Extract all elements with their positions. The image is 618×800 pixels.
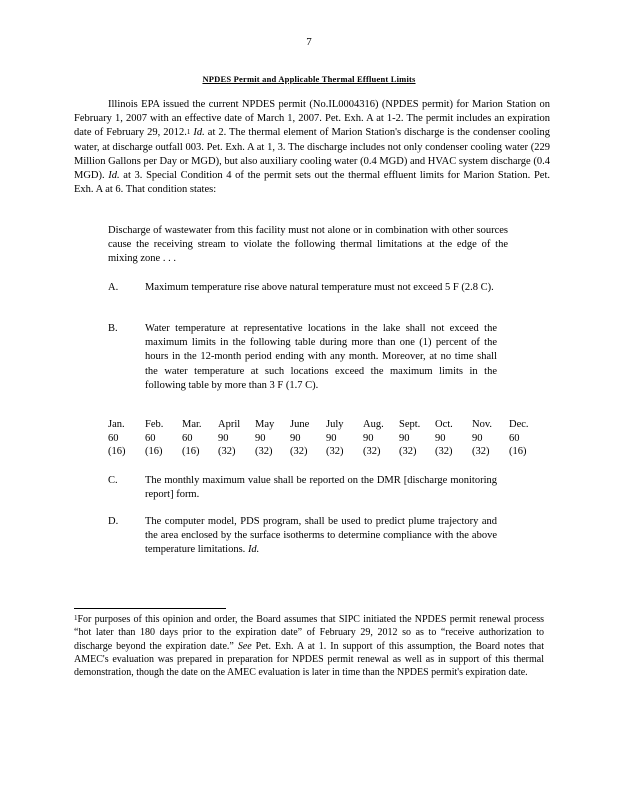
block-quote-intro: Discharge of wastewater from this facility must not alone or in combination with other sources cause the receiving stream to violate the following thermal limitations at the edge of the mixing zone . . . <box>108 225 508 265</box>
id-citation: Id. <box>193 127 205 139</box>
table-column <box>108 418 146 459</box>
month-cell: Sept. <box>399 419 421 430</box>
temp-c-cell: (16) <box>145 446 163 457</box>
month-cell: May <box>255 419 275 430</box>
paragraph-sentence-2: at 2. The thermal element of Marion Station's discharge is the condenser cooling water, at discharge outfall 003. Pet. Exh. A at 1, 3. The discharge includes not only condenser cooling water (229 Million Gallons per Day or MGD), but also auxiliary cooling water (0.4 MGD) and HVAC system discharge (0.4 MGD). <box>74 127 551 182</box>
temp-f-cell: 90 <box>363 432 374 444</box>
table-column <box>255 418 293 459</box>
item-label: D. <box>108 516 119 527</box>
temp-f-cell: 60 <box>108 432 119 444</box>
month-cell: Dec. <box>509 419 529 430</box>
id-citation-3: Id. <box>247 544 260 556</box>
see-signal: See <box>237 640 252 652</box>
footnote <box>74 613 544 679</box>
month-cell: Jan. <box>108 419 125 430</box>
table-column <box>290 418 328 459</box>
temp-c-cell: (16) <box>182 446 200 457</box>
item-d-body: The computer model, PDS program, shall be used to predict plume trajectory and the area enclosed by the surface isotherms to determine compliance with the above temperature limitations. <box>145 516 497 556</box>
temp-f-cell: 60 <box>509 432 520 444</box>
temp-c-cell: (16) <box>108 446 126 457</box>
table-column <box>435 418 473 459</box>
table-column <box>399 418 437 459</box>
temp-c-cell: (32) <box>472 446 490 457</box>
item-text: Water temperature at representative locations in the lake shall not exceed the maximum limits in the following table during more than one (1) percent of the hours in the 12-month period ending with any month. Moreover, at no time shall the water temperature at such locations exceed the maximum limits in the following table by more than 3 F (1.7 C). <box>145 323 497 391</box>
table-column <box>363 418 401 459</box>
temp-f-cell: 90 <box>218 432 229 444</box>
temp-f-cell: 60 <box>145 432 156 444</box>
temp-c-cell: (32) <box>218 446 236 457</box>
temp-f-cell: 90 <box>399 432 410 444</box>
table-column <box>472 418 510 459</box>
table-column <box>182 418 220 459</box>
item-label: C. <box>108 475 118 486</box>
temp-f-cell: 90 <box>435 432 446 444</box>
month-cell: Oct. <box>435 419 453 430</box>
paragraph-sentence-3: at 3. Special Condition 4 of the permit sets out the thermal effluent limits for Marion Station. Pet. Exh. A at 6. That condition states: <box>74 170 550 196</box>
footnote-text-2: Pet. Exh. A at 1. In support of this assumption, the Board notes that AMEC's evaluation was prepared in preparation for NPDES permit renewal as well as in support of this thermal demonstration, though the date on the AMEC evaluation is later in time than the NPDES permit's expiration date. <box>74 640 544 679</box>
month-cell: Aug. <box>363 419 384 430</box>
month-cell: June <box>290 419 310 430</box>
month-cell: July <box>326 419 344 430</box>
month-cell: Mar. <box>182 419 202 430</box>
table-column <box>326 418 364 459</box>
temp-f-cell: 90 <box>326 432 337 444</box>
temp-f-cell: 90 <box>290 432 301 444</box>
temp-c-cell: (32) <box>290 446 308 457</box>
footnote-text-1: For purposes of this opinion and order, the Board assumes that SIPC initiated the NPDES permit renewal process “hot later than 180 days prior to the expiration date” of February 29, 2012 so as to “receive authorization to discharge beyond the expiration date.” <box>74 614 544 652</box>
paragraph-sentence-1: Illinois EPA issued the current NPDES permit (No.IL0004316) (NPDES permit) for Marion Station on February 1, 2007 with an effective date of March 1, 2007. Pet. Exh. A at 1-2. The permit includes an expiration date of February 29, 2012. <box>74 99 550 139</box>
temp-c-cell: (32) <box>326 446 344 457</box>
id-citation-2: Id. <box>108 170 120 182</box>
temp-c-cell: (16) <box>509 446 527 457</box>
item-label: B. <box>108 323 118 334</box>
temp-f-cell: 60 <box>182 432 193 444</box>
table-column <box>145 418 183 459</box>
temp-f-cell: 90 <box>255 432 266 444</box>
temp-c-cell: (32) <box>363 446 381 457</box>
month-cell: Feb. <box>145 419 164 430</box>
footnote-reference[interactable]: 1 <box>186 128 191 137</box>
section-heading: NPDES Permit and Applicable Thermal Effluent Limits <box>202 74 416 84</box>
table-column <box>218 418 256 459</box>
item-text: Maximum temperature rise above natural temperature must not exceed 5 F (2.8 C). <box>145 282 494 293</box>
item-text: The monthly maximum value shall be reported on the DMR [discharge monitoring report] form. <box>145 475 497 501</box>
page-number: 7 <box>306 36 312 48</box>
opening-paragraph <box>74 98 550 197</box>
temp-c-cell: (32) <box>435 446 453 457</box>
footnote-marker: 1 <box>74 614 78 622</box>
item-text <box>145 515 497 558</box>
month-cell: April <box>218 419 241 430</box>
temp-c-cell: (32) <box>399 446 417 457</box>
temp-c-cell: (32) <box>255 446 273 457</box>
footnote-divider <box>74 608 226 609</box>
temp-f-cell: 90 <box>472 432 483 444</box>
table-column <box>509 418 547 459</box>
item-label: A. <box>108 282 119 293</box>
month-cell: Nov. <box>472 419 493 430</box>
